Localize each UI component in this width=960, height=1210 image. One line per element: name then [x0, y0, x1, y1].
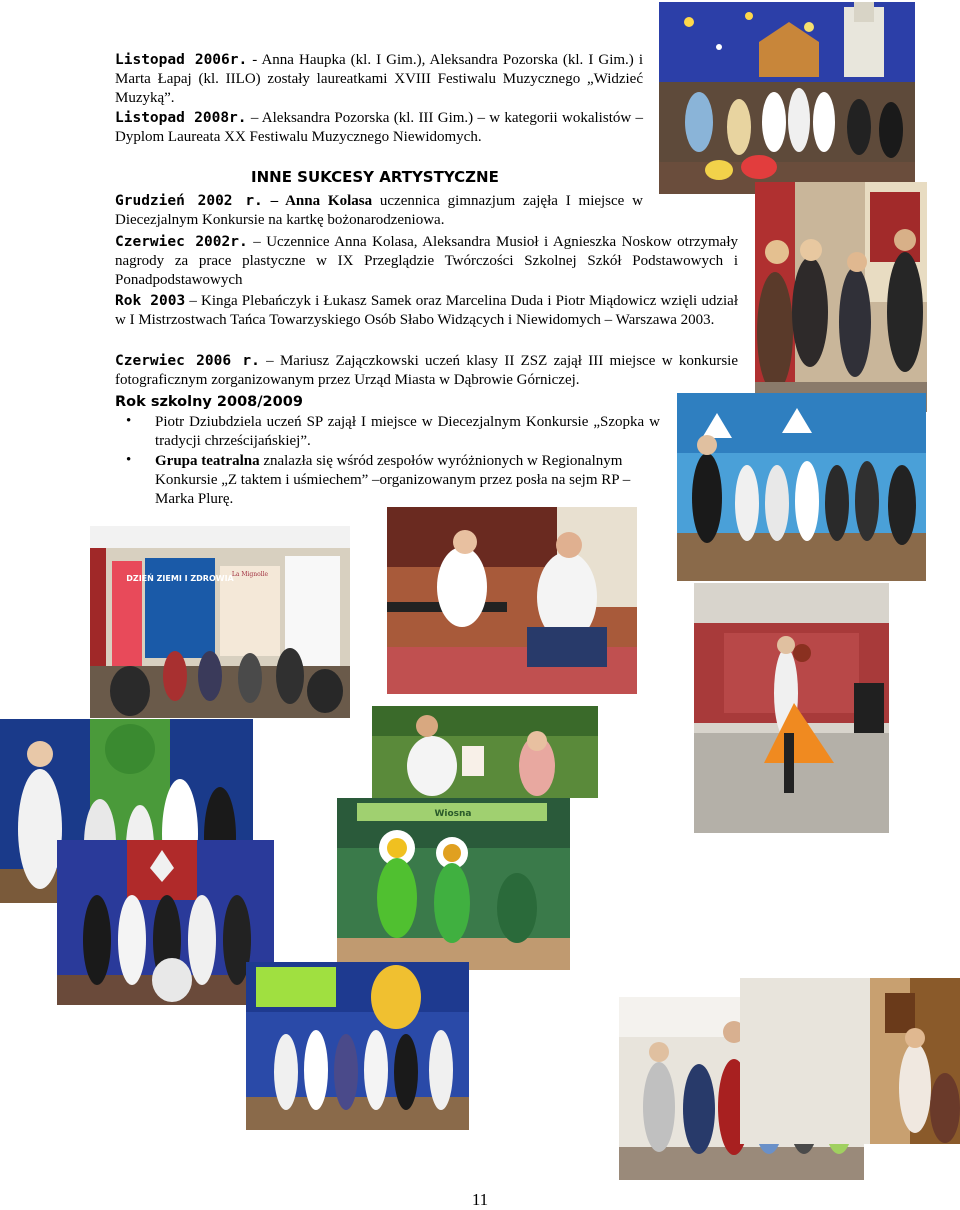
paragraph-text: – Kinga Plebańczyk i Łukasz Samek oraz Marcelina Duda i Piotr Miądowicz wzięli udział w I Mistrzostwach Tańca Towarzyskiego Osób Słabo Widzących i Niewidomych – Warszawa 2003. [115, 293, 738, 328]
photo-dancing-couple [694, 583, 889, 833]
bullet-text: Piotr Dziubdziela uczeń SP zajął I miejsce w Diecezjalnym Konkursie „Szopka w tradycji chrześcijańskiej”. [155, 414, 660, 449]
paragraph-czerwiec-2002 [115, 233, 738, 290]
bullet-item [155, 413, 660, 451]
dash: – [262, 193, 286, 209]
photo-children-stage [677, 393, 926, 581]
person-name: Anna Kolasa [285, 193, 373, 209]
paragraph-text: – Uczennice Anna Kolasa, Aleksandra Musioł i Agnieszka Noskow otrzymały nagrody za prace plastyczne w IX Przeglądzie Twórczości Szkolnej Szkół Podstawowych i Ponadpodstawowych [115, 234, 738, 288]
date-label: Listopad 2006r. [115, 52, 248, 68]
paragraph-rok-2003 [115, 292, 738, 330]
bullet-icon: • [126, 413, 132, 429]
photo-singers-keyboard [387, 507, 637, 694]
paragraph-text: - Anna Haupka (kl. I Gim.), Aleksandra Pozorska (kl. I Gim.) i Marta Łapaj (kl. IILO) zostały laureatkami XVIII Festiwalu Muzycznego „Widzieć Muzyką”. [115, 52, 643, 106]
paragraph-text: – Aleksandra Pozorska (kl. III Gim.) – w kategorii wokalistów – Dyplom Laureata XX Festiwalu Muzycznego Niewidomych. [115, 110, 643, 145]
bullet-text: znalazła się wśród zespołów wyróżnionych w Regionalnym Konkursie „Z taktem i uśmiechem” –organizowanym przez posła na sejm RP – Marka Plurę. [155, 453, 631, 507]
date-label: Listopad 2008r. [115, 110, 247, 126]
paragraph-text: – Mariusz Zajączkowski uczeń klasy II ZSZ zajął III miejsce w konkursie fotograficznym zorganizowanym przez Urząd Miasta w Dąbrowie Górniczej. [115, 353, 738, 388]
photo-earth-day [90, 526, 350, 718]
date-label: Czerwiec 2006 r. [115, 353, 260, 369]
banner-text: DZIEŃ ZIEMI I ZDROWIA [126, 574, 234, 583]
brand-text: La Mignolle [231, 571, 269, 578]
paragraph-czerwiec-2006 [115, 352, 738, 390]
photo-nativity-play [659, 2, 915, 194]
section-heading: INNE SUKCESY ARTYSTYCZNE [251, 168, 499, 186]
spring-banner-text: Wiosna [434, 809, 472, 819]
photo-choir-eagle [57, 840, 274, 1005]
paragraph-grudzien-2002 [115, 192, 643, 230]
paragraph-text: uczennica gimnazjum zajęła I miejsce w Diecezjalnym Konkursie na kartkę bożonarodzeniowa. [115, 193, 643, 228]
paragraph-listopad-2008 [115, 109, 643, 147]
bullet-icon: • [126, 452, 132, 468]
bullet-item [155, 452, 665, 509]
date-label: Czerwiec 2002r. [115, 234, 248, 250]
page-number: 11 [471, 1190, 489, 1209]
photo-spring-performance [246, 962, 469, 1130]
photo-award-ceremony [755, 182, 927, 412]
paragraph-listopad-2006 [115, 51, 643, 108]
photo-outdoor-award [372, 706, 598, 798]
date-label: Grudzień 2002 r. [115, 193, 263, 209]
school-year-heading: Rok szkolny 2008/2009 [115, 394, 303, 410]
photo-spring-costumes [337, 798, 570, 970]
photo-room-teacher [740, 978, 960, 1144]
bullet-bold: Grupa teatralna [155, 453, 260, 469]
date-label: Rok 2003 [115, 293, 186, 309]
